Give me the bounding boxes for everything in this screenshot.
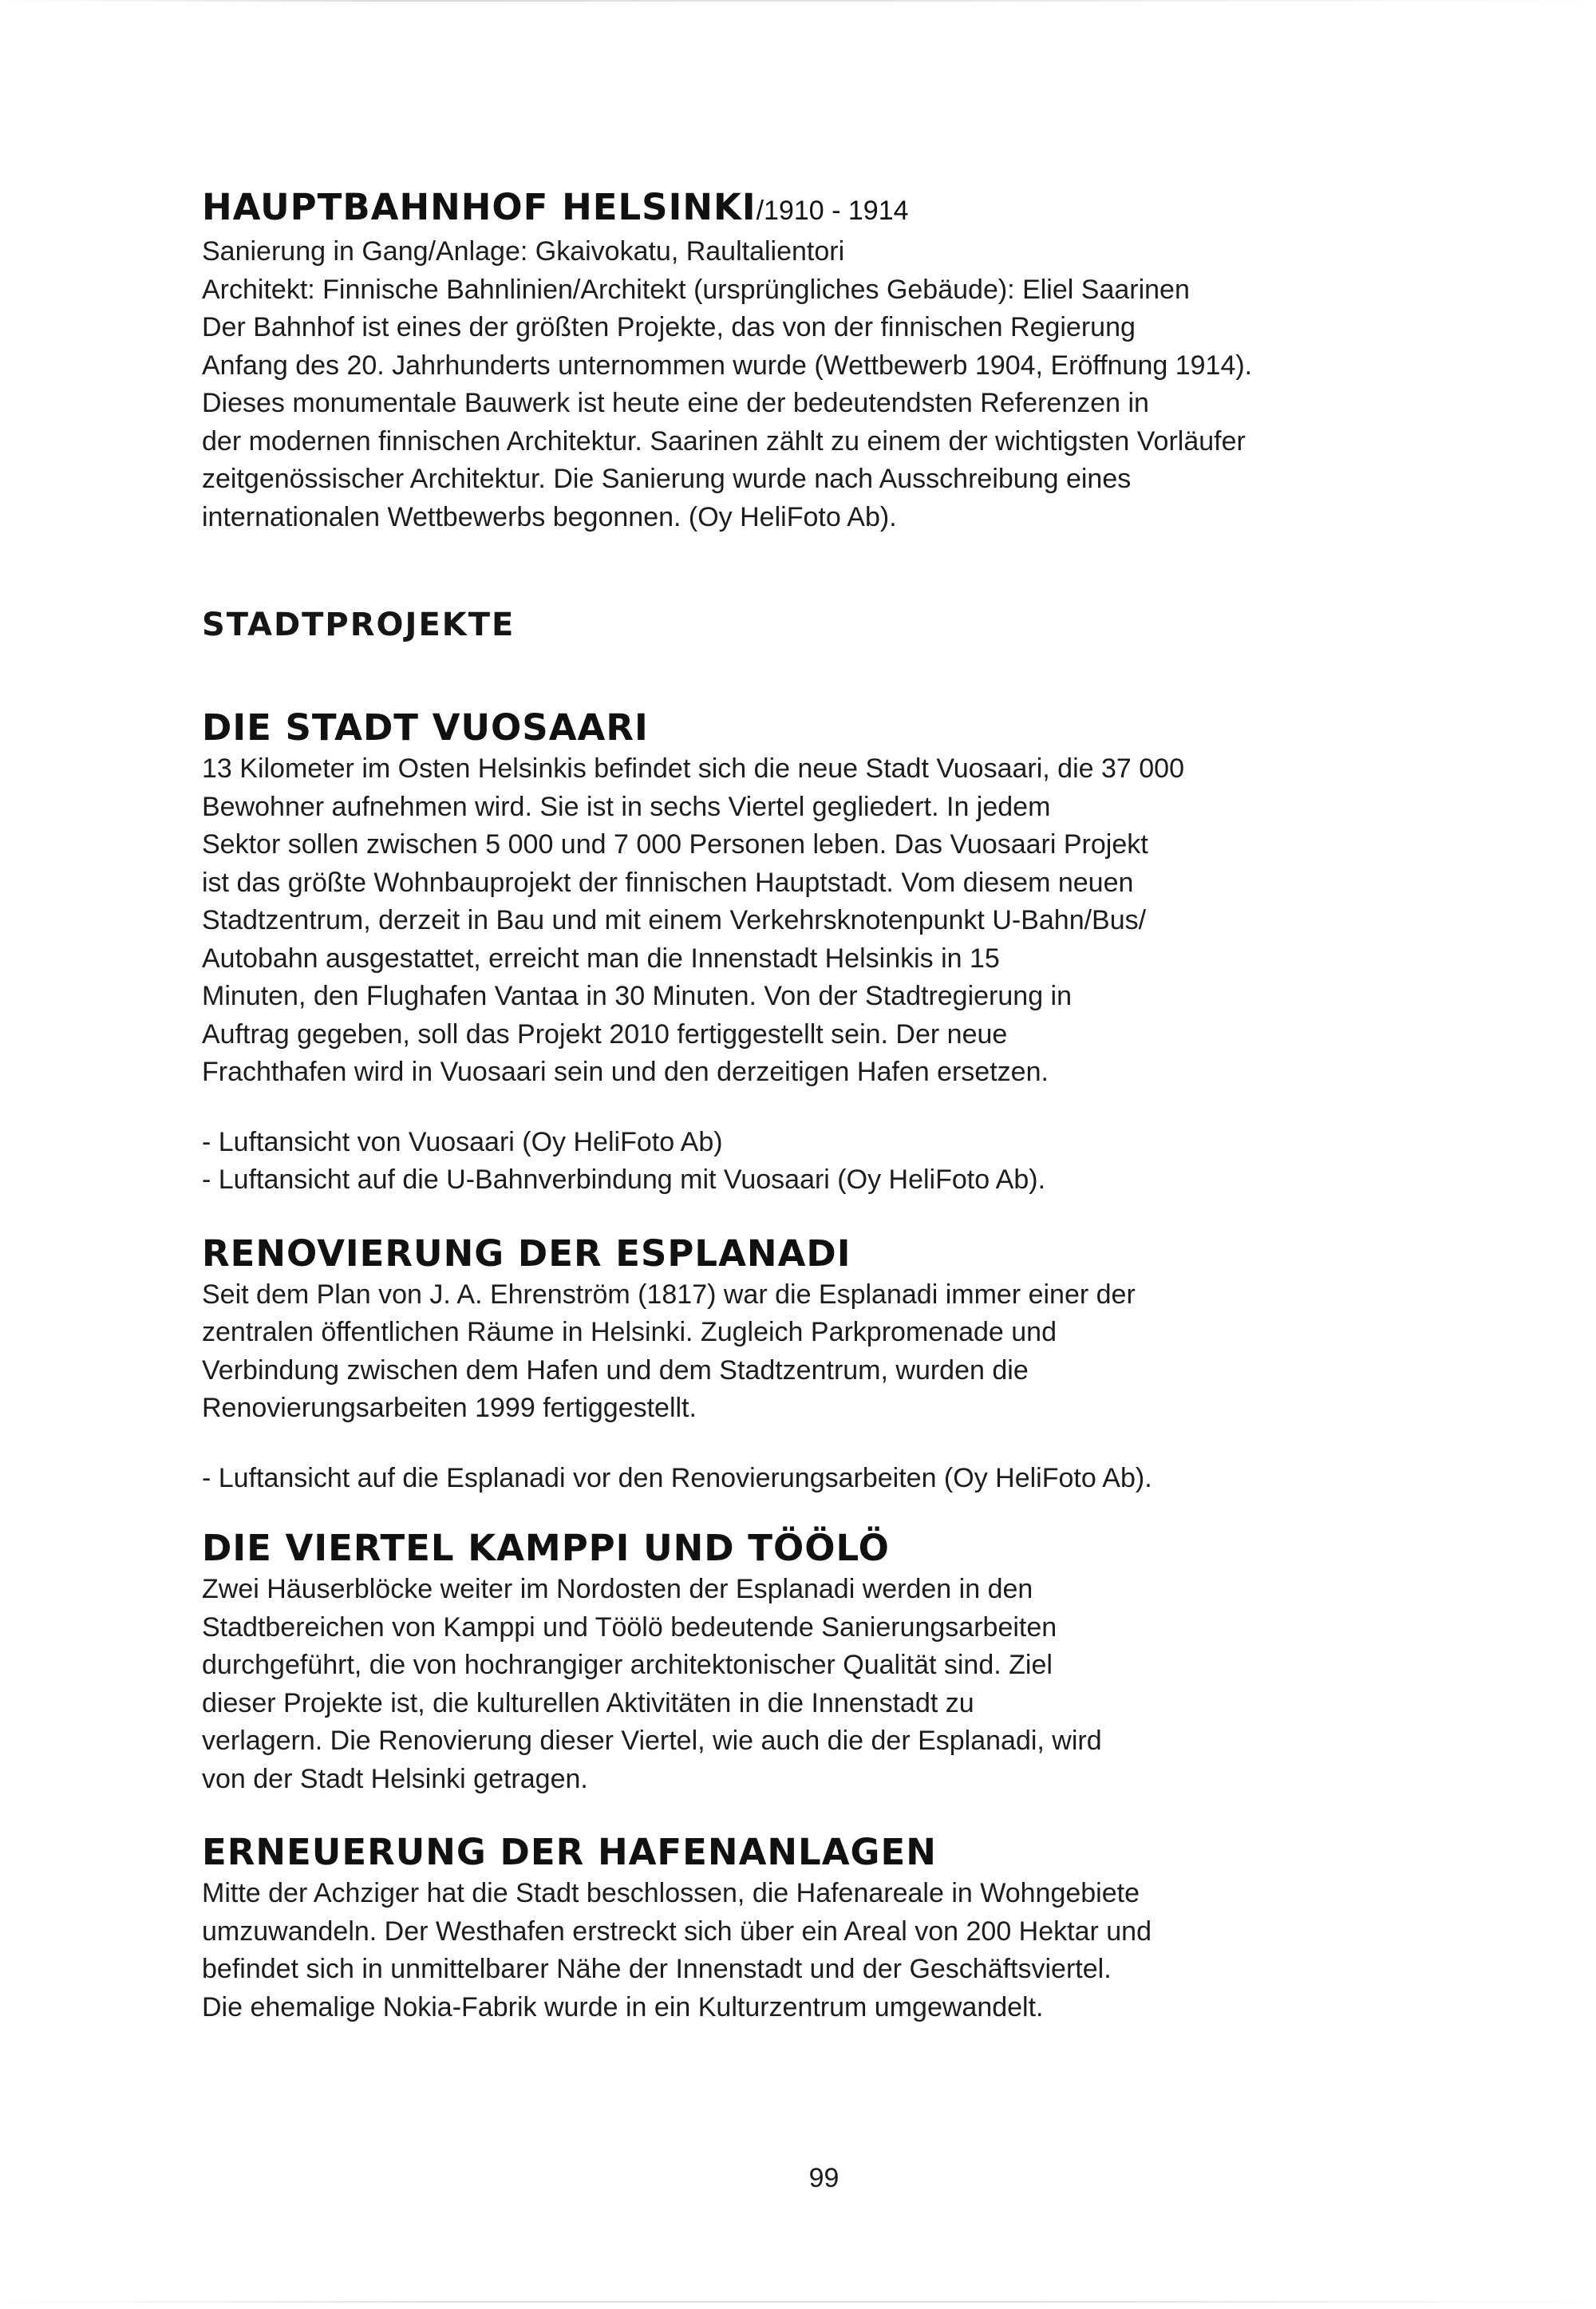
- body-line: der modernen finnischen Architektur. Saarinen zählt zu einem der wichtigsten Vorläufer: [202, 425, 1246, 457]
- body-line: Autobahn ausgestattet, erreicht man die Innenstadt Helsinkis in 15: [202, 943, 1000, 974]
- body-line: ist das größte Wohnbauprojekt der finnischen Hauptstadt. Vom diesem neuen: [202, 867, 1134, 898]
- body-line: von der Stadt Helsinki getragen.: [202, 1763, 588, 1794]
- body-line: internationalen Wettbewerbs begonnen. (Oy HeliFoto Ab).: [202, 501, 897, 532]
- body-line: zentralen öffentlichen Räume in Helsinki. Zugleich Parkpromenade und: [202, 1317, 1057, 1347]
- section-title: [202, 185, 1447, 233]
- body-line: Sanierung in Gang/Anlage: Gkaivokatu, Raultalientori: [202, 236, 845, 267]
- caption-line: - Luftansicht von Vuosaari (Oy HeliFoto Ab): [202, 1126, 723, 1157]
- section-title: ERNEUERUNG DER HAFENANLAGEN: [202, 1831, 937, 1873]
- body-line: Der Bahnhof ist eines der größten Projekte, das von der finnischen Regierung: [202, 312, 1136, 342]
- body-line: zeitgenössischer Architektur. Die Sanierung wurde nach Ausschreibung eines: [202, 464, 1132, 494]
- body-line: Stadtbereichen von Kamppi und Töölö bedeutende Sanierungsarbeiten: [202, 1611, 1057, 1643]
- body-line: Dieses monumentale Bauwerk ist heute eine der bedeutendsten Referenzen in: [202, 388, 1149, 418]
- caption-line: - Luftansicht auf die Esplanadi vor den Renovierungsarbeiten (Oy HeliFoto Ab).: [202, 1462, 1152, 1493]
- body-line: Sektor sollen zwischen 5 000 und 7 000 Personen leben. Das Vuosaari Projekt: [202, 829, 1148, 860]
- body-line: Bewohner aufnehmen wird. Sie ist in sechs Viertel gegliedert. In jedem: [202, 791, 1051, 822]
- section-vuosaari: [202, 706, 1447, 1200]
- page-number: 99: [808, 2163, 839, 2193]
- body-line: Minuten, den Flughafen Vantaa in 30 Minuten. Von der Stadtregierung in: [202, 981, 1073, 1011]
- section-body: [202, 233, 1447, 536]
- body-line: durchgeführt, die von hochrangiger architektonischer Qualität sind. Ziel: [202, 1650, 1053, 1680]
- top-scan-edge: [0, 0, 1596, 2]
- body-line: befindet sich in unmittelbarer Nähe der Innenstadt und der Geschäftsviertel.: [202, 1954, 1112, 1984]
- body-line: Auftrag gegeben, soll das Projekt 2010 fertiggestellt sein. Der neue: [202, 1018, 1008, 1050]
- section-body: [202, 750, 1447, 1092]
- section-dates: /1910 - 1914: [756, 196, 909, 226]
- body-line: Stadtzentrum, derzeit in Bau und mit einem Verkehrsknotenpunkt U-Bahn/Bus/: [202, 905, 1147, 935]
- body-line: Anfang des 20. Jahrhunderts unternommen wurde (Wettbewerb 1904, Eröffnung 1914).: [202, 350, 1253, 381]
- section-body: [202, 1571, 1447, 1798]
- body-line: umzuwandeln. Der Westhafen erstreckt sich über ein Areal von 200 Hektar und: [202, 1916, 1152, 1947]
- section-body: [202, 1875, 1447, 2026]
- photo-captions: [202, 1124, 1447, 1200]
- body-line: Die ehemalige Nokia-Fabrik wurde in ein Kulturzentrum umgewandelt.: [202, 1991, 1044, 2022]
- body-line: Renovierungsarbeiten 1999 fertiggestellt.: [202, 1393, 697, 1423]
- section-kamppi-toolo: [202, 1526, 1447, 1798]
- section-title: DIE VIERTEL KAMPPI UND TÖÖLÖ: [202, 1527, 890, 1569]
- body-line: Zwei Häuserblöcke weiter im Nordosten der Esplanadi werden in den: [202, 1574, 1033, 1604]
- category-label: STADTPROJEKTE: [202, 607, 516, 643]
- body-line: Verbindung zwischen dem Hafen und dem Stadtzentrum, wurden die: [202, 1354, 1029, 1386]
- body-line: dieser Projekte ist, die kulturellen Aktivitäten in die Innenstadt zu: [202, 1687, 974, 1718]
- bottom-scan-edge: [0, 2301, 1596, 2303]
- body-line: 13 Kilometer im Osten Helsinkis befindet sich die neue Stadt Vuosaari, die 37 000: [202, 753, 1184, 784]
- body-line: Mitte der Achziger hat die Stadt beschlossen, die Hafenareale in Wohngebiete: [202, 1878, 1140, 1908]
- page-content: [202, 185, 1447, 2026]
- section-esplanadi: [202, 1232, 1447, 1498]
- section-title: DIE STADT VUOSAARI: [202, 706, 649, 749]
- section-title: RENOVIERUNG DER ESPLANADI: [202, 1232, 851, 1275]
- section-hafen: [202, 1830, 1447, 2026]
- body-line: Frachthafen wird in Vuosaari sein und den derzeitigen Hafen ersetzen.: [202, 1057, 1049, 1087]
- body-line: Seit dem Plan von J. A. Ehrenström (1817) war die Esplanadi immer einer der: [202, 1279, 1136, 1310]
- section-body: [202, 1276, 1447, 1428]
- photo-captions: [202, 1460, 1447, 1498]
- body-line: Architekt: Finnische Bahnlinien/Architekt (ursprüngliches Gebäude): Eliel Saarinen: [202, 274, 1190, 305]
- section-hauptbahnhof: [202, 185, 1447, 536]
- caption-line: - Luftansicht auf die U-Bahnverbindung mit Vuosaari (Oy HeliFoto Ab).: [202, 1164, 1046, 1195]
- section-title-text: HAUPTBAHNHOF HELSINKI: [202, 186, 757, 228]
- body-line: verlagern. Die Renovierung dieser Viertel, wie auch die der Esplanadi, wird: [202, 1726, 1102, 1756]
